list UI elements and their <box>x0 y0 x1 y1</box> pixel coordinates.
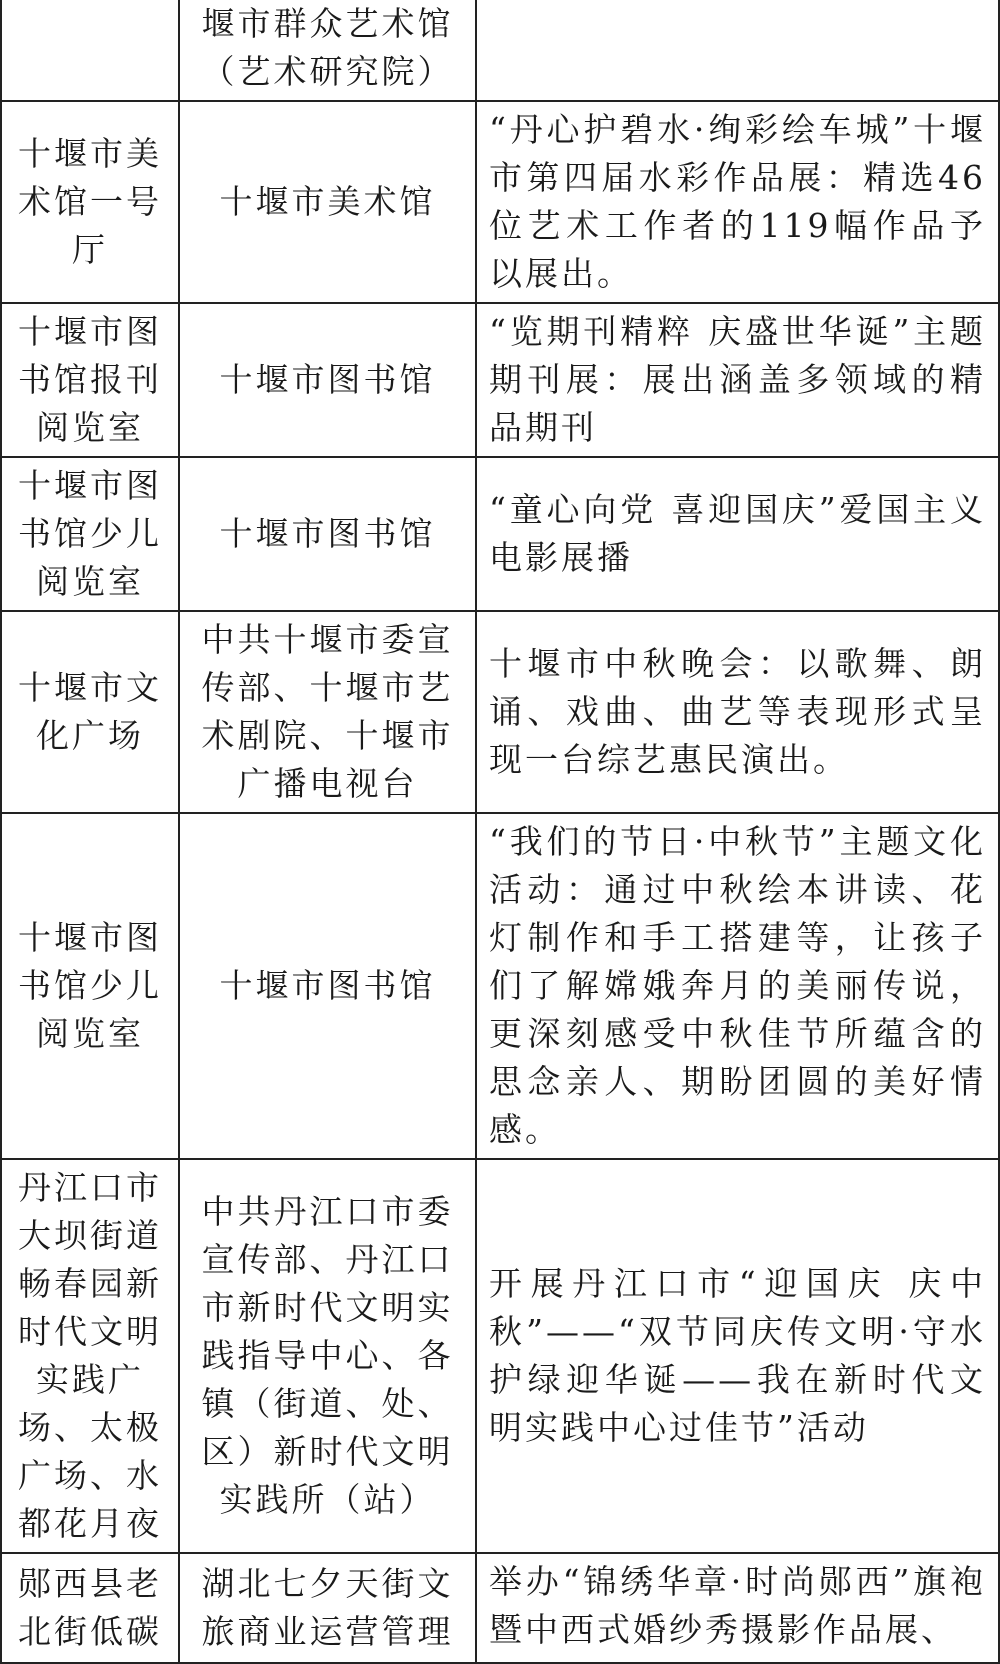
organizer-cell: 堰市群众艺术馆（艺术研究院） <box>179 0 476 101</box>
activity-cell: 举办“锦绣华章·时尚郧西”旗袍暨中西式婚纱秀摄影作品展、 <box>476 1553 999 1663</box>
venue-cell: 十堰市图书馆少儿阅览室 <box>1 813 179 1159</box>
organizer-cell: 湖北七夕天街文旅商业运营管理 <box>179 1553 476 1663</box>
activity-cell: “童心向党 喜迎国庆”爱国主义电影展播 <box>476 457 999 611</box>
activity-cell: “览期刊精粹 庆盛世华诞”主题期刊展：展出涵盖多领域的精品期刊 <box>476 303 999 457</box>
table-row <box>1 457 999 611</box>
venue-cell: 郧西县老北街低碳 <box>1 1553 179 1663</box>
table-row <box>1 611 999 813</box>
organizer-cell: 十堰市图书馆 <box>179 303 476 457</box>
organizer-cell: 中共十堰市委宣传部、十堰市艺术剧院、十堰市广播电视台 <box>179 611 476 813</box>
activity-cell: 开展丹江口市“迎国庆 庆中秋”——“双节同庆传文明·守水护绿迎华诞——我在新时代文明实践中心过佳节”活动 <box>476 1159 999 1553</box>
venue-cell: 十堰市图书馆少儿阅览室 <box>1 457 179 611</box>
table-row <box>1 101 999 303</box>
activity-cell: 十堰市中秋晚会：以歌舞、朗诵、戏曲、曲艺等表现形式呈现一台综艺惠民演出。 <box>476 611 999 813</box>
activity-cell: “我们的节日·中秋节”主题文化活动：通过中秋绘本讲读、花灯制作和手工搭建等，让孩子们了解嫦娥奔月的美丽传说，更深刻感受中秋佳节所蕴含的思念亲人、期盼团圆的美好情感。 <box>476 813 999 1159</box>
organizer-cell: 十堰市美术馆 <box>179 101 476 303</box>
venue-cell: 十堰市文化广场 <box>1 611 179 813</box>
table-row <box>1 303 999 457</box>
organizer-cell: 十堰市图书馆 <box>179 457 476 611</box>
organizer-cell: 十堰市图书馆 <box>179 813 476 1159</box>
venue-cell: 十堰市图书馆报刊阅览室 <box>1 303 179 457</box>
activity-cell <box>476 0 999 101</box>
table-row <box>1 1159 999 1553</box>
table-row <box>1 813 999 1159</box>
table-row <box>1 0 999 101</box>
venue-cell: 十堰市美术馆一号厅 <box>1 101 179 303</box>
table-row <box>1 1553 999 1663</box>
venue-cell <box>1 0 179 101</box>
activity-cell: “丹心护碧水·绚彩绘车城”十堰市第四届水彩作品展：精选46位艺术工作者的119幅作品予以展出。 <box>476 101 999 303</box>
organizer-cell: 中共丹江口市委宣传部、丹江口市新时代文明实践指导中心、各镇（街道、处、区）新时代文明实践所（站） <box>179 1159 476 1553</box>
venue-cell: 丹江口市大坝街道畅春园新时代文明实践广场、太极广场、水都花月夜 <box>1 1159 179 1553</box>
